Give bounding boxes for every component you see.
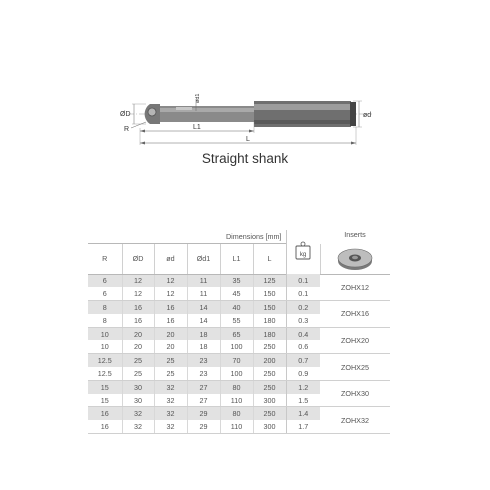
table-cell: 8 [88, 301, 122, 314]
table-cell: 29 [187, 407, 220, 420]
insert-code: ZOHX20 [320, 327, 390, 354]
table-cell: 32 [154, 394, 187, 407]
table-cell: 80 [220, 407, 253, 420]
table-cell: 12 [154, 274, 187, 287]
table-cell: 250 [253, 340, 286, 353]
col-header-d1: Ød1 [187, 244, 220, 275]
table-cell: 65 [220, 327, 253, 340]
table-cell: 80 [220, 380, 253, 393]
table-row [88, 380, 390, 393]
table-cell: 125 [253, 274, 286, 287]
table-cell: 16 [154, 314, 187, 327]
insert-code: ZOHX32 [320, 407, 390, 434]
table-cell: 15 [88, 394, 122, 407]
table-cell: 12.5 [88, 354, 122, 367]
table-cell: 32 [154, 420, 187, 433]
insert-image-cell [320, 244, 390, 275]
insert-code: ZOHX16 [320, 301, 390, 328]
table-cell: 55 [220, 314, 253, 327]
table-cell: 12 [122, 274, 154, 287]
table-cell: 6 [88, 287, 122, 300]
table-cell: 27 [187, 380, 220, 393]
table-cell: 180 [253, 314, 286, 327]
weight-cell: 0.2 [286, 301, 320, 314]
col-header-l1: L1 [220, 244, 253, 275]
table-cell: 15 [88, 380, 122, 393]
label-l1: L1 [193, 124, 201, 131]
table-cell: 70 [220, 354, 253, 367]
table-cell: 29 [187, 420, 220, 433]
table-cell: 12 [154, 287, 187, 300]
table-cell: 25 [122, 354, 154, 367]
weight-cell: 0.1 [286, 287, 320, 300]
table-cell: 12.5 [88, 367, 122, 380]
table-cell: 18 [187, 327, 220, 340]
weight-icon [294, 241, 312, 261]
table-cell: 180 [253, 327, 286, 340]
insert-code: ZOHX25 [320, 354, 390, 381]
label-outer-diameter: ØD [120, 111, 131, 118]
table-cell: 12 [122, 287, 154, 300]
table-cell: 16 [88, 420, 122, 433]
weight-cell: 1.7 [286, 420, 320, 433]
table-cell: 27 [187, 394, 220, 407]
table-cell: 16 [154, 301, 187, 314]
table-cell: 40 [220, 301, 253, 314]
table-cell: 8 [88, 314, 122, 327]
insert-code: ZOHX30 [320, 380, 390, 407]
table-row [88, 354, 390, 367]
weight-cell: 0.1 [286, 274, 320, 287]
dimensions-table [88, 230, 390, 434]
label-radius: R [124, 126, 130, 133]
table-cell: 250 [253, 367, 286, 380]
table-cell: 20 [122, 340, 154, 353]
table-cell: 10 [88, 340, 122, 353]
table-cell: 110 [220, 420, 253, 433]
col-header-shank-d: ød [154, 244, 187, 275]
table-cell: 100 [220, 340, 253, 353]
table-cell: 32 [154, 407, 187, 420]
table-cell: 110 [220, 394, 253, 407]
table-cell: 250 [253, 407, 286, 420]
table-cell: 11 [187, 287, 220, 300]
table-cell: 32 [122, 420, 154, 433]
table-row [88, 301, 390, 314]
table-cell: 20 [154, 327, 187, 340]
table-cell: 6 [88, 274, 122, 287]
table-cell: 16 [122, 314, 154, 327]
label-l: L [246, 136, 250, 143]
table-cell: 150 [253, 287, 286, 300]
table-cell: 300 [253, 420, 286, 433]
table-cell: 16 [122, 301, 154, 314]
weight-cell: 0.7 [286, 354, 320, 367]
table-cell: 11 [187, 274, 220, 287]
table-cell: 23 [187, 354, 220, 367]
insert-code: ZOHX12 [320, 274, 390, 301]
table-cell: 45 [220, 287, 253, 300]
table-cell: 23 [187, 367, 220, 380]
weight-column-header [286, 230, 320, 274]
table-row [88, 327, 390, 340]
drawing-caption: Straight shank [201, 151, 289, 166]
table-row [88, 407, 390, 420]
table-cell: 35 [220, 274, 253, 287]
weight-cell: 1.2 [286, 380, 320, 393]
table-cell: 30 [122, 380, 154, 393]
table-cell: 150 [253, 301, 286, 314]
weight-cell: 0.4 [286, 327, 320, 340]
table-cell: 25 [154, 354, 187, 367]
dimensions-group-header: Dimensions [mm] [225, 232, 282, 241]
table-cell: 300 [253, 394, 286, 407]
svg-text:kg: kg [299, 252, 307, 258]
table-cell: 25 [154, 367, 187, 380]
table-cell: 30 [122, 394, 154, 407]
insert-screw [148, 108, 156, 116]
table-row [88, 274, 390, 287]
weight-cell: 1.4 [286, 407, 320, 420]
table-cell: 25 [122, 367, 154, 380]
table-cell: 20 [122, 327, 154, 340]
table-cell: 200 [253, 354, 286, 367]
label-d1: ød1 [195, 93, 201, 103]
label-shank-diameter: ød [363, 112, 372, 119]
inserts-header: Inserts [344, 230, 366, 239]
table-cell: 18 [187, 340, 220, 353]
col-header-l: L [253, 244, 286, 275]
table-cell: 250 [253, 380, 286, 393]
col-header-r: R [88, 244, 122, 275]
table-cell: 20 [154, 340, 187, 353]
weight-cell: 0.3 [286, 314, 320, 327]
table-cell: 100 [220, 367, 253, 380]
table-cell: 32 [122, 407, 154, 420]
weight-cell: 0.9 [286, 367, 320, 380]
weight-cell: 0.6 [286, 340, 320, 353]
table-cell: 14 [187, 314, 220, 327]
shank-end [350, 102, 356, 126]
table-cell: 16 [88, 407, 122, 420]
insert-image [335, 244, 375, 272]
col-header-outer-d: ØD [122, 244, 154, 275]
tool-drawing [0, 0, 490, 150]
weight-cell: 1.5 [286, 394, 320, 407]
table-cell: 14 [187, 301, 220, 314]
table-cell: 10 [88, 327, 122, 340]
table-cell: 32 [154, 380, 187, 393]
